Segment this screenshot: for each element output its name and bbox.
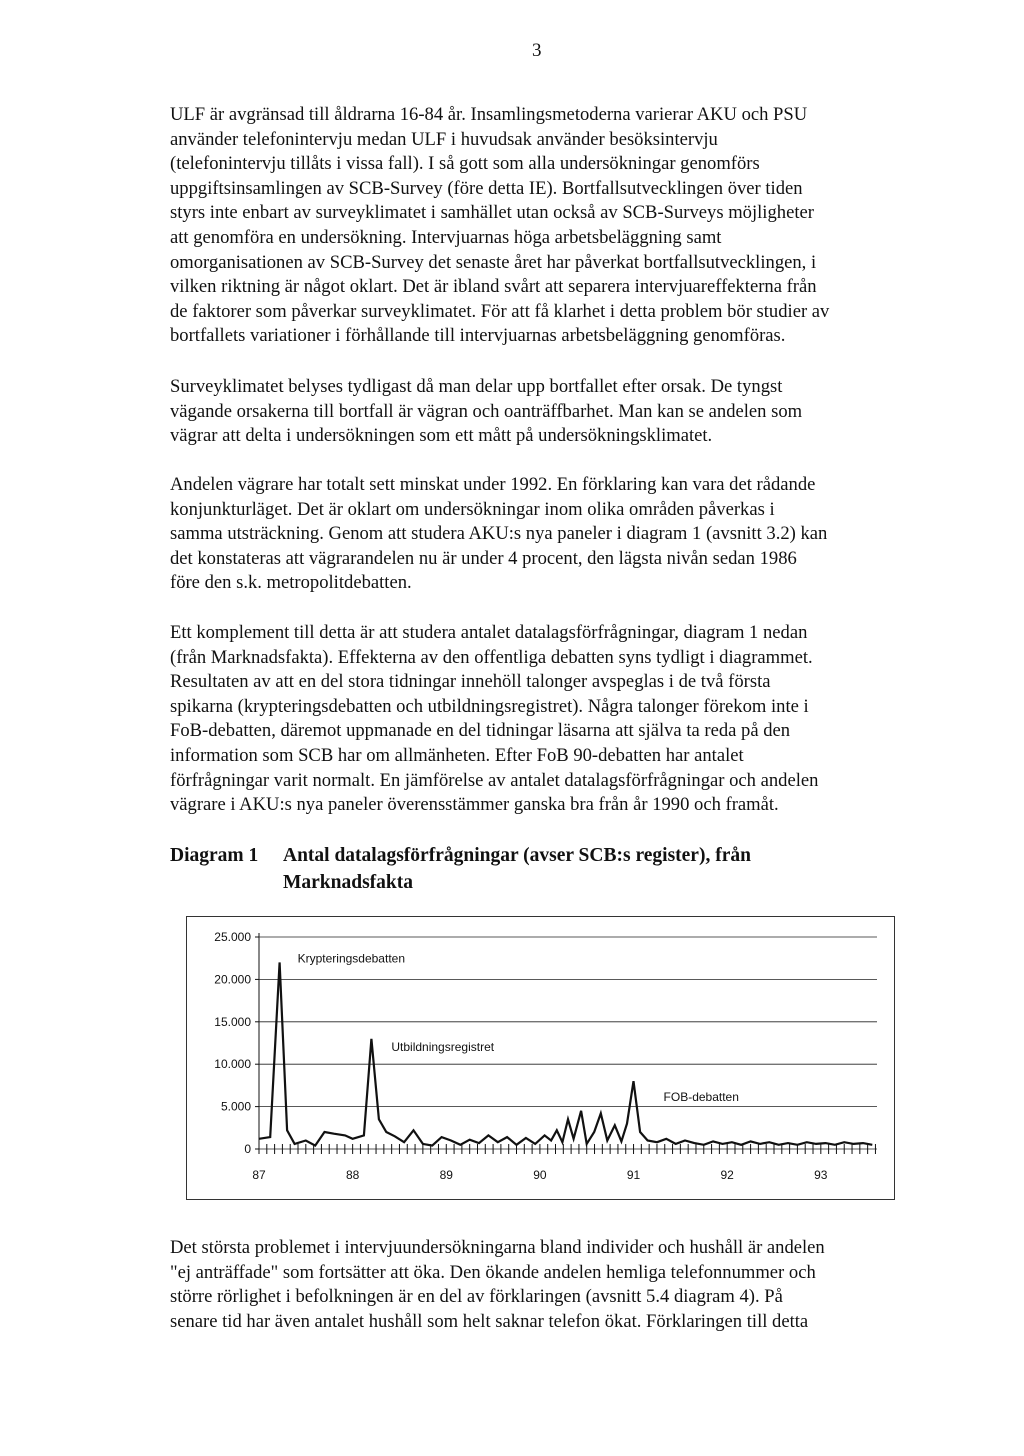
text-line: spikarna (krypteringsdebatten och utbildningsregistret). Några talonger förekom inte i [170,695,809,717]
text-line: att genomföra en undersökning. Intervjuarnas höga arbetsbeläggning samt [170,226,722,248]
y-tick-label: 5.000 [220,1099,251,1114]
text-line: senare tid har även antalet hushåll som helt saknar telefon ökat. Förklaringen till detta [170,1310,809,1332]
paragraph-surveyklimatet [170,375,930,449]
page-number: 3 [532,40,542,61]
y-tick-label: 0 [244,1142,251,1156]
x-tick-label: 87 [252,1168,266,1182]
text-line: Surveyklimatet belyses tydligast då man delar upp bortfallet efter orsak. De tyngst [170,376,783,397]
x-tick-label: 91 [626,1168,641,1182]
text-line: Det största problemet i intervjuundersökningarna bland individer och hushåll är andelen [170,1237,825,1258]
paragraph-komplement [170,621,930,818]
y-tick-label: 15.000 [214,1014,251,1029]
text-line: Resultaten av att en del stora tidningar innehöll talonger avspeglas i de två första [170,671,771,693]
text-line: Andelen vägrare har totalt sett minskat under 1992. En förklaring kan vara det rådande [170,474,816,495]
paragraph-andelen-vagrare [170,473,930,596]
text-line: konjunkturläget. Det är oklart om undersökningar inom olika områden påverkas i [170,498,775,520]
text-line: vilken riktning är något oklart. Det är ibland svårt att separera intervjuareffekterna från [170,276,817,298]
text-line: uppgiftsinsamlingen av SCB-Survey (före detta IE). Bortfallsutvecklingen över tiden [170,177,803,199]
text-line: (från Marknadsfakta). Effekterna av den offentliga debatten syns tydligt i diagrammet. [170,646,813,668]
text-line: förfrågningar varit normalt. En jämförelse av antalet datalagsförfrågningar och andelen [170,769,819,791]
text-line: de faktorer som påverkar surveyklimatet. För att få klarhet i detta problem bör studier av [170,300,830,322]
text-line: vägande orsakerna till bortfall är vägran och oanträffbarhet. Man kan se andelen som [170,400,803,422]
paragraph-ulf [170,103,930,349]
series-line [259,962,872,1145]
text-line: ULF är avgränsad till åldrarna 16-84 år. Insamlingsmetoderna varierar AKU och PSU [170,104,808,125]
chart-annotation: FOB-debatten [663,1090,739,1105]
x-tick-label: 88 [345,1168,360,1182]
chart-annotation: Krypteringsdebatten [297,951,406,966]
text-line: FoB-debatten, däremot uppmanade en del tidningar läsarna att själva ta reda på den [170,720,791,742]
diagram-label: Diagram 1 [170,845,259,866]
text-line: vägrare i AKU:s nya paneler överensstämmer ganska bra från år 1990 och framåt. [170,794,779,816]
text-line: "ej anträffade" som fortsätter att öka. Den ökande andelen hemliga telefonnummer och [170,1261,816,1283]
text-line: bortfallets variationer i förhållande till intervjuarnas arbetsbeläggning genomföras. [170,325,786,347]
text-line: det konstateras att vägrarandelen nu är under 4 procent, den lägsta nivån sedan 1986 [170,547,797,569]
text-line: information som SCB har om allmänheten. Efter FoB 90-debatten har antalet [170,744,744,766]
x-tick-label: 89 [439,1168,453,1182]
diagram-title: Antal datalagsförfrågningar (avser SCB:s register), från [283,845,751,866]
x-tick-label: 93 [814,1168,828,1182]
text-line: före den s.k. metropolitdebatten. [170,572,412,594]
text-line: omorganisationen av SCB-Survey det senaste året har påverkat bortfallsutvecklingen, i [170,251,817,273]
text-line: styrs inte enbart av surveyklimatet i samhället utan också av SCB-Surveys möjligheter [170,202,814,224]
x-tick-label: 92 [720,1168,734,1182]
chart-frame [186,916,895,1200]
chart-annotation: Utbildningsregistret [391,1039,495,1054]
text-line: vägrar att delta i undersökningen som ett mått på undersökningsklimatet. [170,425,713,447]
paragraph-ej-antraffade [170,1236,930,1334]
y-tick-label: 20.000 [214,972,251,987]
text-line: större rörlighet i befolkningen är en del av förklaringen (avsnitt 5.4 diagram 4). På [170,1286,783,1308]
text-line: använder telefonintervju medan ULF i huvudsak använder besöksintervju [170,128,718,150]
text-line: samma utsträckning. Genom att studera AKU:s nya paneler i diagram 1 (avsnitt 3.2) kan [170,523,828,545]
x-tick-label: 90 [533,1168,547,1182]
text-line: (telefonintervju tillåts i vissa fall). I så gott som alla undersökningar genomförs [170,153,760,175]
diagram-title-cont: Marknadsfakta [283,872,414,893]
line-chart [187,917,894,1199]
y-tick-label: 10.000 [214,1057,251,1072]
y-tick-label: 25.000 [214,930,251,944]
text-line: Ett komplement till detta är att studera antalet datalagsförfrågningar, diagram 1 nedan [170,622,808,643]
